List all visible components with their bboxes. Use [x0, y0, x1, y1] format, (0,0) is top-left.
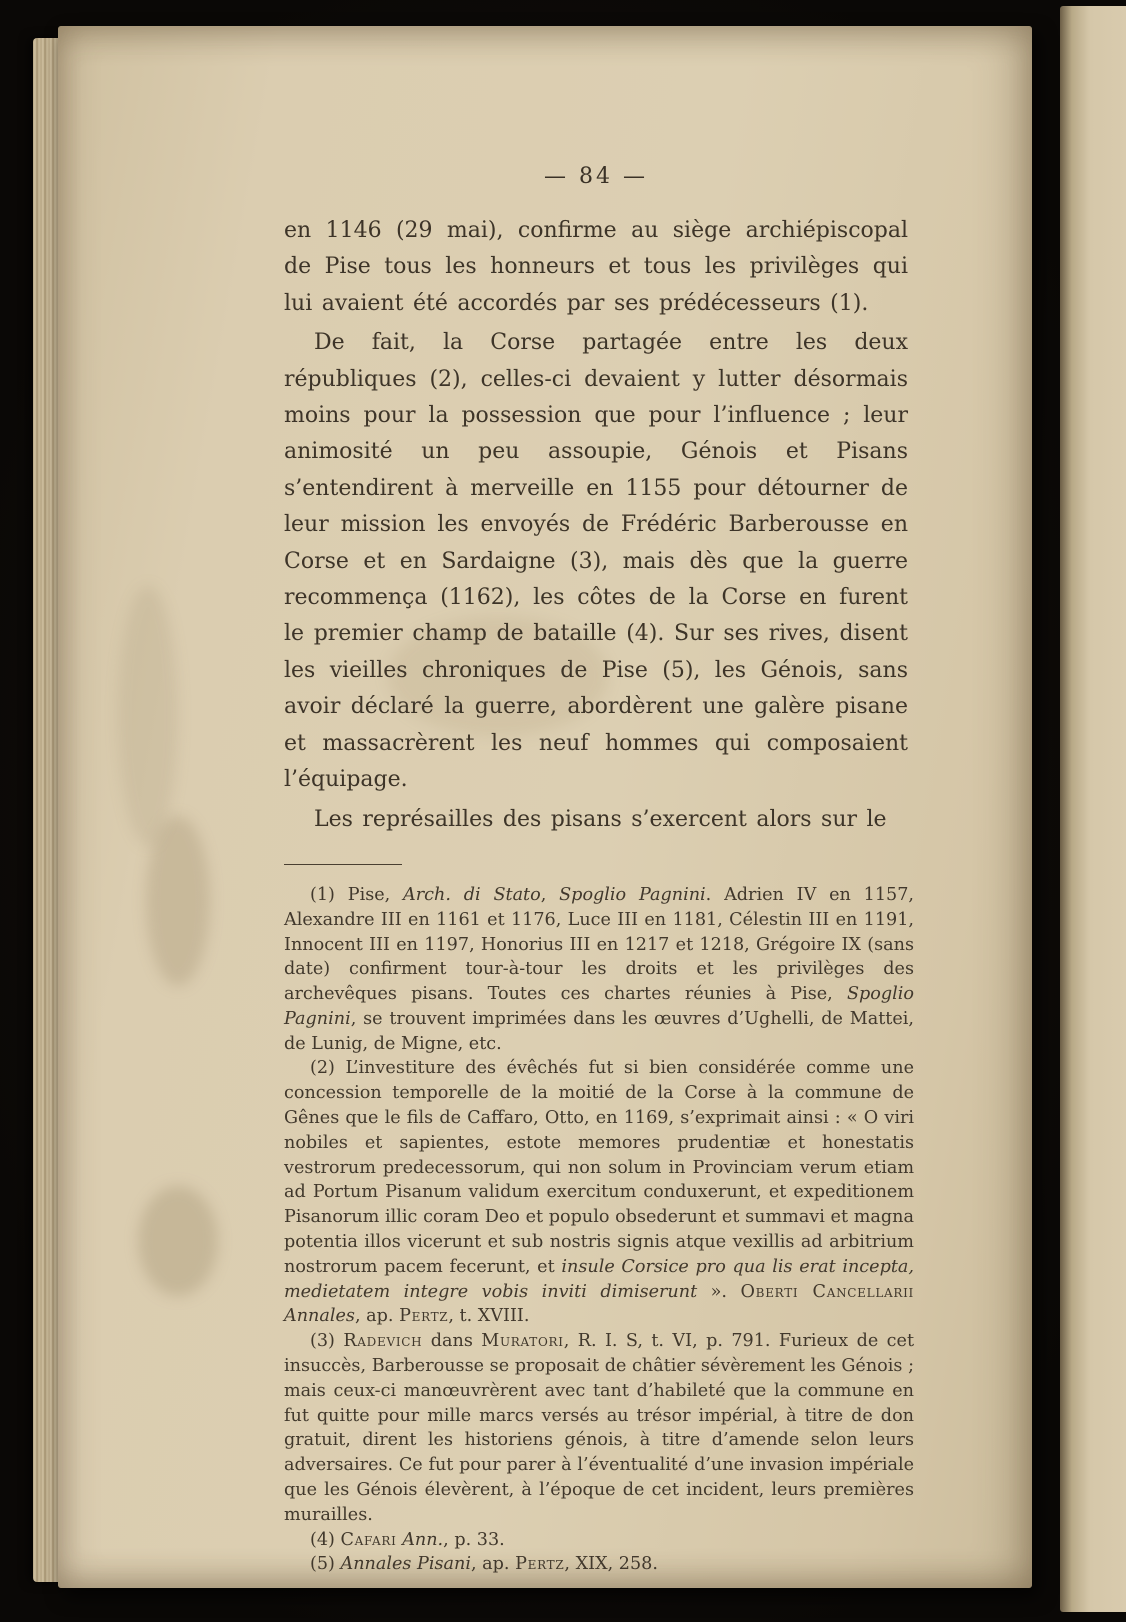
text-segment: , ap.	[354, 1306, 400, 1327]
text-segment: Pertz	[399, 1306, 449, 1327]
body-paragraph: Les représailles des pisans s’exercent alors sur le	[314, 806, 887, 832]
text-segment: (2) L’investiture des évêchés fut si bien considérée comme une concession temporelle de la moitié de la Corse à la commune de Gênes que le fils de Caffaro, Otto, en 1169, s’exprimait ainsi : « O viri nobiles et sapientes, estote memores prudentiæ et honestatis vestrorum predecessorum, qui non solum in Provinciam verum etiam ad Portum Pisanum validum exercitum conduxerunt, et expeditionem Pisanorum illic coram Deo et populo obsederunt et summavi et magna potentia illos vicerunt et sub nostris signis atque vexillis ad arbitrium nostrorum pacem fecerunt, et	[284, 1058, 914, 1277]
text-segment: Ann.	[402, 1529, 444, 1550]
text-segment: , XIX, 258.	[564, 1554, 658, 1575]
footnote-2	[284, 1056, 914, 1329]
text-segment: (1) Pise,	[310, 884, 404, 905]
text-segment: (5)	[310, 1554, 341, 1575]
text-segment: Oberti Cancellarii	[740, 1281, 914, 1302]
footnotes-block	[284, 883, 914, 1577]
footnote-3	[284, 1329, 914, 1527]
text-segment: Spoglio Pagnini	[284, 984, 914, 1029]
text-segment: , t. XVIII.	[448, 1306, 530, 1327]
text-segment: Muratori	[481, 1331, 564, 1352]
text-segment: ,	[540, 884, 560, 905]
text-segment: , p. 33.	[443, 1529, 505, 1550]
text-segment: , ap.	[470, 1554, 516, 1575]
next-page-edge	[1060, 6, 1126, 1612]
text-segment: Annales Pisani	[340, 1554, 471, 1575]
footnote-separator	[284, 864, 402, 865]
body-paragraph: De fait, la Corse partagée entre les deux républiques (2), celles-ci devaient y lutter désormais moins pour la possession que pour l’influence ; leur animosité un peu assoupie, Génois et Pisans s’entendirent à merveille en 1155 pour détourner de leur mission les envoyés de Frédéric Barberousse en Corse et en Sardaigne (3), mais dès que la guerre recommença (1162), les côtes de la Corse en furent le premier champ de bataille (4). Sur ses rives, disent les vieilles chroniques de Pise (5), les Génois, sans avoir déclaré la guerre, abordèrent une galère pisane et massacrèrent les neuf hommes qui composaient l’équipage.	[284, 330, 908, 793]
text-segment: (3)	[310, 1331, 344, 1352]
text-segment: . Adrien IV en 1157, Alexandre III en 1161 et 1176, Luce III en 1181, Célestin III en 1191, Innocent III en 1197, Honorius III en 1217 et 1218, Grégoire IX (sans date) confirment tour-à-tour les droits et les privilèges des archevêques pisans. Toutes ces chartes réunies à Pise,	[284, 884, 915, 1005]
paper-stain	[118, 586, 178, 846]
text-segment: dans	[422, 1331, 482, 1352]
text-segment: Radevich	[343, 1331, 423, 1352]
text-segment: , R. I. S, t. VI, p. 791. Furieux de cet insuccès, Barberousse se proposait de châtier sévèrement les Génois ; mais ceux-ci manœuvrèrent avec tant d’habileté que la commune en fut quitte pour mille marcs versés au trésor impérial, à titre de don gratuit, dirent les historiens génois, à titre d’amende selon leurs adversaires. Ce fut pour parer à l’éventualité d’une invasion impériale que les Génois élevèrent, à l’époque de cet incident, leurs premières murailles.	[284, 1331, 915, 1525]
text-segment: , se trouvent imprimées dans les œuvres d’Ughelli, de Mattei, de Lunig, de Migne, etc.	[284, 1008, 914, 1054]
text-segment: (4)	[310, 1529, 341, 1550]
text-segment: Annales	[284, 1306, 355, 1327]
text-column	[284, 164, 915, 1577]
body-paragraph: en 1146 (29 mai), confirme au siège archiépiscopal de Pise tous les honneurs et tous les privilèges qui lui avaient été accordés par ses prédécesseurs (1).	[284, 218, 908, 316]
text-segment: Spoglio Pagnini	[559, 884, 706, 905]
page-number: — 84 —	[544, 164, 648, 189]
footnote-1	[284, 883, 914, 1057]
footnote-5	[284, 1552, 914, 1577]
footnote-4	[284, 1528, 914, 1553]
text-segment: Arch. di Stato	[403, 884, 541, 905]
text-segment: insule Corsice pro qua lis erat incepta, medietatem integre vobis inviti dimiserunt	[284, 1256, 914, 1302]
book-page	[58, 26, 1032, 1588]
paper-stain	[146, 816, 210, 986]
paper-stain	[138, 1186, 218, 1296]
text-segment: Pertz	[515, 1554, 565, 1575]
text-segment: Cafari	[340, 1529, 397, 1550]
page-stack-edge	[33, 38, 61, 1582]
text-segment: ».	[697, 1281, 741, 1302]
